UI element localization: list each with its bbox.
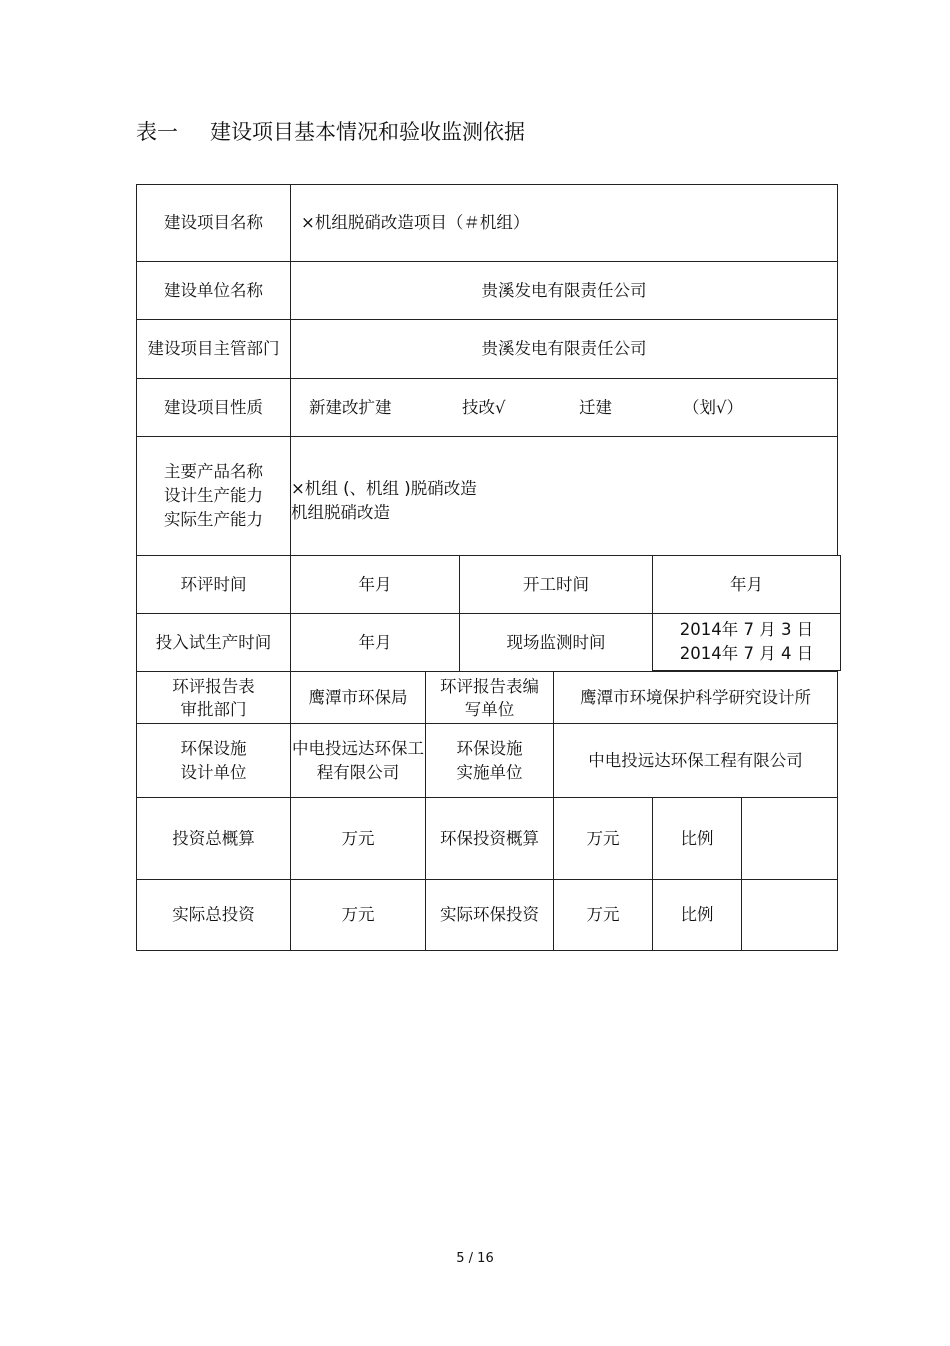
monitoring-date-1: 2014年 7 月 3 日 xyxy=(679,620,814,639)
page-number: 5 / 16 xyxy=(456,1251,494,1266)
table-number: 表一 xyxy=(136,120,178,144)
label-project-name: 建设项目名称 xyxy=(136,184,290,261)
label-budget-ratio: 比例 xyxy=(652,797,741,879)
value-nature xyxy=(290,378,838,436)
value-env-budget: 万元 xyxy=(553,797,652,879)
label-compiler-unit: 环评报告表编写单位 xyxy=(425,671,553,723)
label-design-unit: 环保设施设计单位 xyxy=(136,723,290,797)
label-env-budget: 环保投资概算 xyxy=(425,797,553,879)
label-actual-investment: 实际总投资 xyxy=(136,879,290,951)
label-start-time: 开工时间 xyxy=(459,555,652,613)
label-trial-time: 投入试生产时间 xyxy=(136,613,290,671)
value-implementation-unit: 中电投远达环保工程有限公司 xyxy=(553,723,838,797)
value-capacity-line-2: 机组脱硝改造 xyxy=(291,503,390,522)
value-budget-ratio xyxy=(741,797,838,879)
label-unit-name: 建设单位名称 xyxy=(136,261,290,319)
value-start-time: 年月 xyxy=(652,555,841,613)
label-nature: 建设项目性质 xyxy=(136,378,290,436)
label-monitoring-time: 现场监测时间 xyxy=(459,613,652,671)
table-title: 建设项目基本情况和验收监测依据 xyxy=(210,120,525,144)
label-product-name: 主要产品名称 xyxy=(164,462,263,481)
value-monitoring-time xyxy=(652,613,841,671)
value-actual-env-investment: 万元 xyxy=(553,879,652,951)
option-tick-note: （划√） xyxy=(683,397,744,417)
label-design-capacity: 设计生产能力 xyxy=(164,486,263,505)
label-authority: 建设项目主管部门 xyxy=(136,319,290,378)
value-actual-ratio xyxy=(741,879,838,951)
value-design-unit: 中电投远达环保工程有限公司 xyxy=(290,723,425,797)
value-total-budget: 万元 xyxy=(290,797,425,879)
option-relocation: 迁建 xyxy=(579,397,612,417)
monitoring-date-2: 2014年 7 月 4 日 xyxy=(679,644,814,663)
label-capacity xyxy=(136,436,290,555)
label-actual-env-investment: 实际环保投资 xyxy=(425,879,553,951)
value-capacity xyxy=(290,436,838,555)
label-actual-capacity: 实际生产能力 xyxy=(164,510,263,529)
value-authority: 贵溪发电有限责任公司 xyxy=(290,319,838,378)
value-project-name: ×机组脱硝改造项目（＃机组） xyxy=(290,184,838,261)
label-approval-dept: 环评报告表审批部门 xyxy=(136,671,290,723)
option-tech-upgrade: 技改√ xyxy=(462,397,506,417)
value-actual-investment: 万元 xyxy=(290,879,425,951)
value-unit-name: 贵溪发电有限责任公司 xyxy=(290,261,838,319)
value-trial-time: 年月 xyxy=(290,613,459,671)
label-implementation-unit: 环保设施实施单位 xyxy=(425,723,553,797)
option-new-build: 新建改扩建 xyxy=(309,397,392,417)
value-eia-time: 年月 xyxy=(290,555,459,613)
value-capacity-line-1: ×机组 (、机组 )脱硝改造 xyxy=(291,479,477,498)
value-compiler-unit: 鹰潭市环境保护科学研究设计所 xyxy=(553,671,838,723)
label-eia-time: 环评时间 xyxy=(136,555,290,613)
value-approval-dept: 鹰潭市环保局 xyxy=(290,671,425,723)
label-total-budget: 投资总概算 xyxy=(136,797,290,879)
label-actual-ratio: 比例 xyxy=(652,879,741,951)
